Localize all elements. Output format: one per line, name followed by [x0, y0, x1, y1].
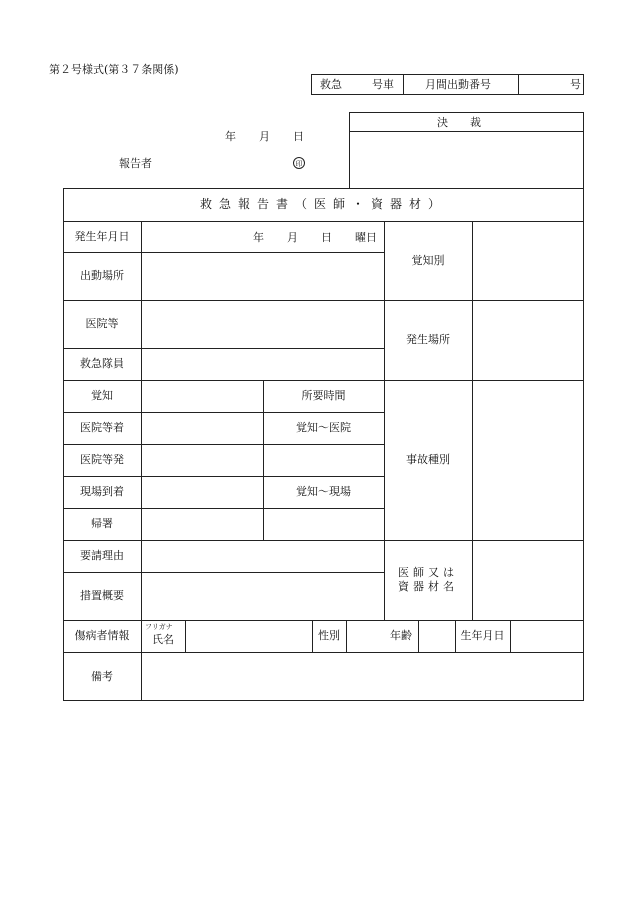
name-label: 氏名: [152, 633, 174, 646]
occurrence-day: 日: [321, 231, 332, 244]
doctor-equipment-line1: 医師又は: [398, 566, 458, 580]
monthly-dispatch-label: 月間出動番号: [425, 78, 491, 91]
request-reason-label: 要請理由: [80, 549, 124, 563]
doctor-equipment-line2: 資器材名: [398, 580, 458, 593]
hospital-field[interactable]: [142, 301, 384, 348]
dispatch-location-field[interactable]: [142, 253, 384, 300]
arrive-scene-label: 現場到着: [80, 485, 124, 499]
report-day: 日: [293, 130, 304, 143]
return-label: 帰署: [91, 517, 113, 531]
required-time-label: 所要時間: [301, 389, 346, 403]
occurrence-weekday: 曜日: [355, 231, 377, 244]
measures-label: 措置概要: [80, 589, 124, 603]
occurrence-place-label: 発生場所: [406, 333, 450, 347]
sex-label: 性別: [318, 629, 340, 643]
reporter-label: 報告者: [119, 157, 152, 170]
remarks-label: 備考: [91, 669, 113, 683]
occurrence-month: 月: [287, 231, 298, 244]
report-title: 救急報告書（医師・資器材）: [199, 197, 447, 211]
approval-label: 決 裁: [437, 116, 481, 129]
number-suffix: 号: [570, 78, 581, 91]
dispatch-location-label: 出動場所: [80, 269, 124, 283]
form-number: 第２号様式(第３７条関係): [49, 63, 179, 76]
notification-type-label: 覚知別: [411, 253, 445, 267]
age-label: 年齢: [390, 629, 412, 643]
birthdate-label: 生年月日: [460, 629, 505, 643]
occurrence-date-label: 発生年月日: [74, 229, 130, 243]
doctor-equipment-label: [384, 540, 472, 620]
ambulance-label: 救急: [320, 78, 342, 91]
occurrence-year: 年: [253, 231, 264, 244]
car-number-label: 号車: [372, 78, 394, 91]
accident-type-label: 事故種別: [406, 453, 450, 467]
notification-label: 覚知: [91, 389, 113, 403]
remarks-field[interactable]: [142, 653, 584, 701]
patient-info-label: 傷病者情報: [74, 629, 130, 643]
report-year: 年: [225, 130, 236, 143]
crew-field[interactable]: [142, 349, 384, 380]
crew-label: 救急隊員: [80, 357, 124, 371]
notify-to-hospital-label: 覚知〜医院: [296, 421, 351, 435]
hospital-label: 医院等: [85, 317, 119, 331]
seal-mark-icon: 印: [293, 157, 305, 169]
arrive-hospital-label: 医院等着: [80, 421, 124, 435]
depart-hospital-label: 医院等発: [80, 453, 124, 467]
report-month: 月: [259, 130, 270, 143]
notify-to-scene-label: 覚知〜現場: [296, 485, 351, 499]
furigana-label: フリガナ: [145, 623, 173, 631]
